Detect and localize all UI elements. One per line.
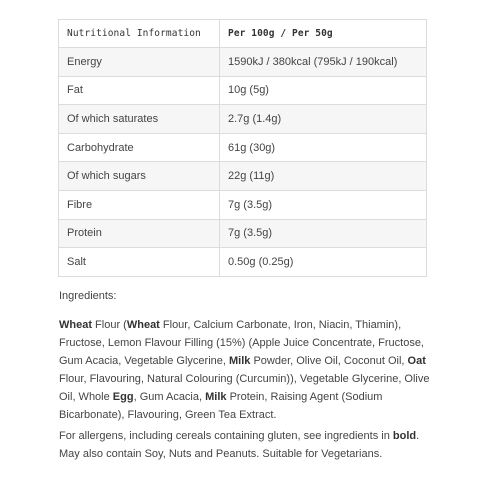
nutrition-table (58, 19, 427, 277)
nutrient-value: 7g (3.5g) (220, 190, 427, 219)
table-row (59, 190, 427, 219)
nutrient-label: Fibre (59, 190, 220, 219)
header-per-100g-per-50g: Per 100g / Per 50g (220, 20, 427, 48)
nutrient-label: Energy (59, 48, 220, 77)
nutrient-value: 7g (3.5g) (220, 219, 427, 248)
nutrient-label: Protein (59, 219, 220, 248)
table-row (59, 76, 427, 105)
nutrient-value: 0.50g (0.25g) (220, 248, 427, 277)
ingredient-text: Flour, Calcium Carbonate, Iron, Niacin, Thiamin), Fructose, Lemon Flavour Filling (15%) (Apple Juice Concentrate, Fructose, Gum Acacia, Vegetable Glycerine, (59, 319, 424, 368)
ingredient-allergen: Egg (112, 391, 134, 404)
nutrient-label: Salt (59, 248, 220, 277)
table-row (59, 105, 427, 134)
nutrient-label: Of which saturates (59, 105, 220, 134)
table-row (59, 248, 427, 277)
ingredient-allergen: Oat (407, 355, 426, 368)
ingredient-text: , Gum Acacia, (133, 391, 206, 404)
table-row (59, 162, 427, 191)
ingredient-allergen: Wheat (59, 319, 92, 331)
nutrient-value: 1590kJ / 380kcal (795kJ / 190kcal) (220, 48, 427, 77)
ingredient-text: Protein, Raising Agent (Sodium Bicarbonate), Flavouring, Green Tea Extract. (59, 391, 383, 422)
nutrient-value: 61g (30g) (220, 133, 427, 162)
ingredient-text: Flour ( (92, 319, 127, 331)
nutrient-value: 22g (11g) (220, 162, 427, 191)
ingredient-text: Flour, Flavouring, Natural Colouring (Curcumin)), Vegetable Glycerine, Olive Oil, Whole (59, 373, 430, 404)
header-nutritional-information: Nutritional Information (59, 20, 220, 48)
ingredients-heading: Ingredients: (59, 290, 117, 302)
allergen-text: For allergens, including cereals containing gluten, see ingredients in (59, 430, 393, 442)
ingredient-allergen: Milk (205, 391, 227, 404)
allergen-text: . May also contain Soy, Nuts and Peanuts. Suitable for Vegetarians. (59, 430, 420, 461)
table-row (59, 48, 427, 77)
table-header-row (59, 20, 427, 48)
table-row (59, 133, 427, 162)
table-row (59, 219, 427, 248)
nutrient-value: 2.7g (1.4g) (220, 105, 427, 134)
allergen-notice (59, 427, 433, 463)
nutrient-label: Fat (59, 76, 220, 105)
nutrient-value: 10g (5g) (220, 76, 427, 105)
nutrient-label: Of which sugars (59, 162, 220, 191)
nutrient-label: Carbohydrate (59, 133, 220, 162)
ingredient-text: Powder, Olive Oil, Coconut Oil, (250, 355, 408, 368)
ingredients-text (59, 316, 433, 425)
ingredient-allergen: Milk (228, 355, 251, 368)
allergen-bold-word: bold (392, 430, 417, 442)
ingredient-allergen: Wheat (126, 319, 160, 331)
